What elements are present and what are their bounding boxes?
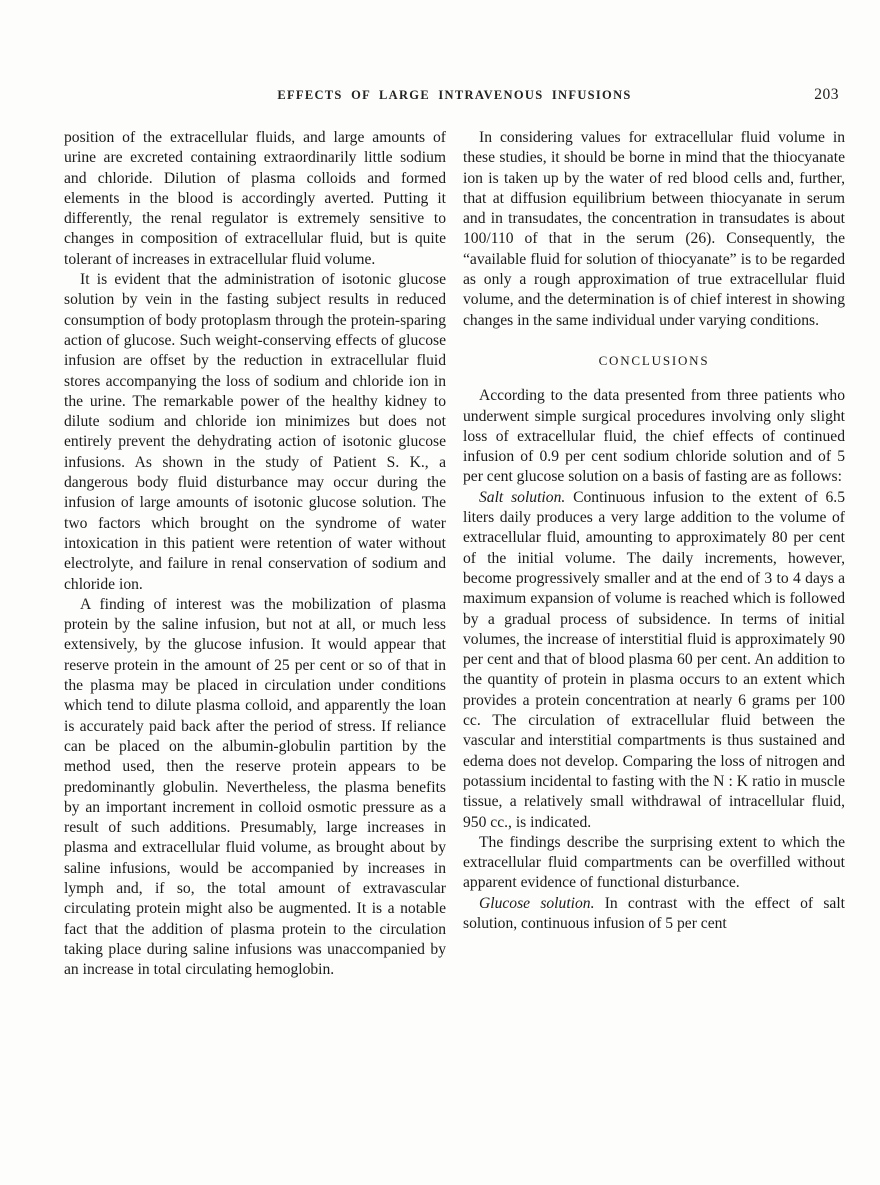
two-column-body [64, 128, 845, 980]
right-column [463, 128, 845, 980]
left-column [64, 128, 446, 980]
paragraph-salt-solution [463, 488, 845, 833]
page-number: 203 [814, 86, 839, 103]
paragraph-conclusions-intro: According to the data presented from three patients who underwent simple surgical procedures involving only slight loss of extracellular fluid, the chief effects of continued infusion of 0.9 per cent sodium chloride solution and of 5 per cent glucose solution on a basis of fasting are as follows: [463, 387, 845, 486]
paragraph-thiocyanate: In considering values for extracellular fluid volume in these studies, it should be borne in mind that the thiocyanate ion is taken up by the water of red blood cells and, further, that at diffusion equilibrium between thiocyanate in serum and in transudates, the concentration in transudates is about 100/110 of that in the serum (26). Consequently, the “available fluid for solution of thiocyanate” is to be regarded as only a rough approximation of true extracellular fluid volume, and the determination is of chief interest in showing changes in the same individual under varying conditions. [463, 129, 845, 329]
paragraph-findings: The findings describe the surprising extent to which the extracellular fluid compartments can be overfilled without apparent evidence of functional disturbance. [463, 833, 845, 892]
glucose-solution-lead: Glucose solution. [479, 894, 595, 912]
salt-solution-text: Continuous infusion to the extent of 6.5 liters daily produces a very large addition to the volume of extracellular fluid, amounting to approximately 80 per cent of the initial volume. The daily increments, however, become progressively smaller and at the end of 3 to 4 days a maximum expansion of volume is reached which is followed by a gradual process of subsidence. In terms of initial volumes, the increase of interstitial fluid is approximately 90 per cent and that of blood plasma 60 per cent. An addition to the quantity of protein in plasma occurs to an extent which provides a protein concentration at nearly 6 grams per 100 cc. The circulation of extracellular fluid between the vascular and interstitial compartments is thus sustained and edema does not develop. Comparing the loss of nitrogen and potassium incidental to fasting with the N : K ratio in muscle tissue, a relatively small withdrawal of intracellular fluid, 950 cc., is indicated. [463, 488, 845, 831]
page-header [64, 88, 845, 106]
paragraph-glucose-administration: It is evident that the administration of isotonic glucose solution by vein in the fasting subject results in reduced consumption of body protoplasm through the protein-sparing action of glucose. Such weight-conserving effects of glucose infusion are offset by the reduction in extracellular fluid stores accompanying the loss of sodium and chloride ion in the urine. The remarkable power of the healthy kidney to dilute sodium and chloride ion minimizes but does not entirely prevent the dehydrating action of isotonic glucose infusions. As shown in the study of Patient S. K., a dangerous body fluid disturbance may occur during the infusion of large amounts of isotonic glucose solution. The two factors which brought on the syndrome of water intoxication in this patient were retention of water without electrolyte, and failure in renal conservation of sodium and chloride ion. [64, 271, 446, 593]
paragraph-continuation: position of the extracellular fluids, and large amounts of urine are excreted containing extraordinarily little sodium and chloride. Dilution of plasma colloids and formed elements in the blood is accordingly averted. Putting it differently, the renal regulator is extremely sensitive to changes in composition of extracellular fluid, but is quite tolerant of increases in extracellular fluid volume. [64, 129, 446, 268]
salt-solution-lead: Salt solution. [479, 488, 566, 506]
paragraph-plasma-protein: A finding of interest was the mobilization of plasma protein by the saline infusion, but not at all, or much less extensively, by the glucose infusion. It would appear that reserve protein in the amount of 25 per cent or so of that in the plasma may be placed in circulation under conditions which tend to dilute plasma colloid, and apparently the loan is accurately paid back after the period of stress. If reliance can be placed on the albumin-globulin partition by the method used, then the reserve protein appears to be predominantly globulin. Nevertheless, the plasma benefits by an important increment in colloid osmotic pressure as a result of such additions. Presumably, large increases in plasma and extracellular fluid volume, as brought about by saline infusions, would be accompanied by increases in lymph and, if so, the total amount of extravascular circulating protein might also be augmented. It is a notable fact that the addition of plasma protein to the circulation taking place during saline infusions was unaccompanied by an increase in total circulating hemoglobin. [64, 595, 446, 979]
glucose-solution-text: In contrast with the effect of salt solution, continuous infusion of 5 per cent [463, 894, 845, 932]
running-title: EFFECTS OF LARGE INTRAVENOUS INFUSIONS [277, 88, 632, 102]
section-heading-conclusions: CONCLUSIONS [598, 352, 710, 368]
paragraph-glucose-solution [463, 894, 845, 935]
